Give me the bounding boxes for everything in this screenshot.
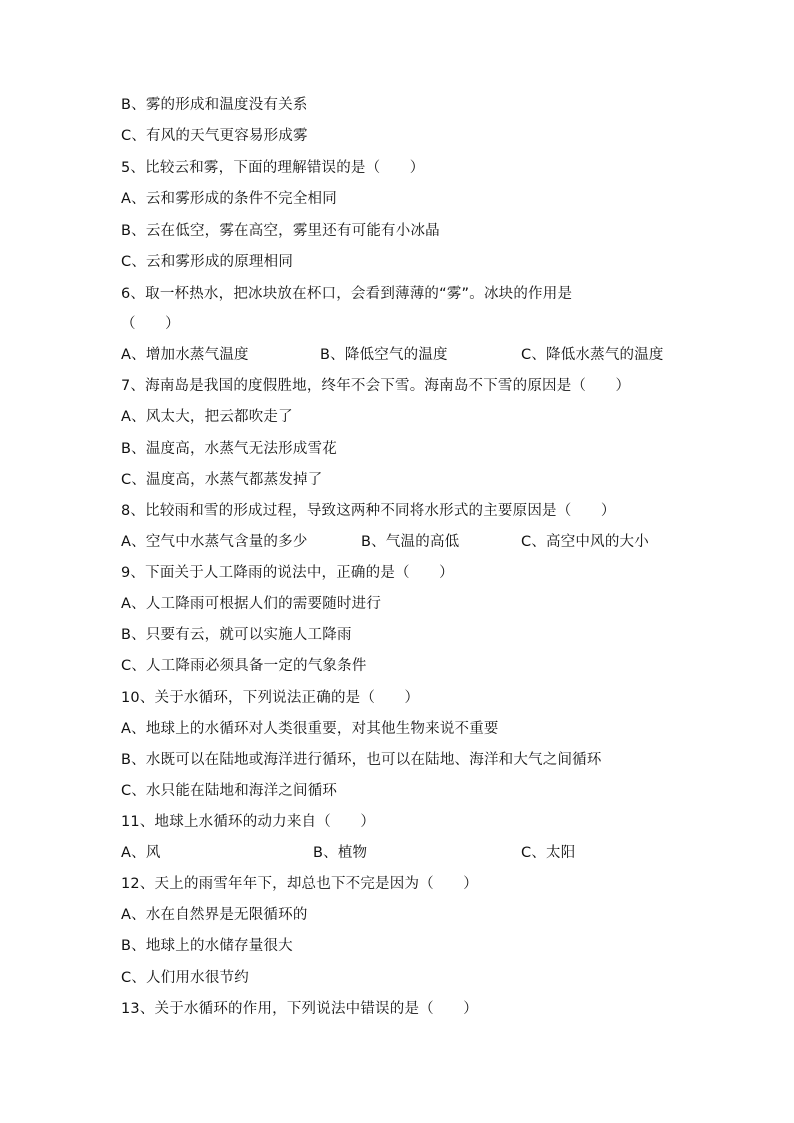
question-5-option-b: B、云在低空，雾在高空，雾里还有可能有小冰晶 bbox=[121, 223, 440, 239]
question-5-option-a: A、云和雾形成的条件不完全相同 bbox=[121, 191, 337, 207]
question-8-option-a: A、空气中水蒸气含量的多少 bbox=[121, 534, 308, 550]
question-8: 8、比较雨和雪的形成过程，导致这两种不同将水形式的主要原因是（ ） bbox=[121, 503, 616, 519]
question-10-option-a: A、地球上的水循环对人类很重要，对其他生物来说不重要 bbox=[121, 721, 499, 737]
question-12-option-a: A、水在自然界是无限循环的 bbox=[121, 907, 308, 923]
question-10-option-b: B、水既可以在陆地或海洋进行循环，也可以在陆地、海洋和大气之间循环 bbox=[121, 752, 602, 768]
question-7: 7、海南岛是我国的度假胜地，终年不会下雪。海南岛不下雪的原因是（ ） bbox=[121, 378, 631, 394]
question-12-option-c: C、人们用水很节约 bbox=[121, 970, 249, 986]
question-6-option-a: A、增加水蒸气温度 bbox=[121, 347, 249, 363]
question-8-option-b: B、气温的高低 bbox=[361, 534, 460, 550]
question-6: 6、取一杯热水，把冰块放在杯口，会看到薄薄的“雾”。冰块的作用是 bbox=[121, 286, 573, 302]
question-11-option-c: C、太阳 bbox=[521, 845, 576, 861]
question-12-option-b: B、地球上的水储存量很大 bbox=[121, 938, 293, 954]
question-7-option-a: A、风太大，把云都吹走了 bbox=[121, 409, 293, 425]
option-c-windy-fog: C、有风的天气更容易形成雾 bbox=[121, 128, 308, 144]
question-6-option-b: B、降低空气的温度 bbox=[320, 347, 448, 363]
question-5-option-c: C、云和雾形成的原理相同 bbox=[121, 254, 294, 270]
question-9-option-a: A、人工降雨可根据人们的需要随时进行 bbox=[121, 596, 382, 612]
question-6-answer-blank: （ ） bbox=[121, 316, 180, 332]
question-11: 11、地球上水循环的动力来自（ ） bbox=[121, 814, 376, 830]
question-7-option-c: C、温度高，水蒸气都蒸发掉了 bbox=[121, 472, 323, 488]
question-10-option-c: C、水只能在陆地和海洋之间循环 bbox=[121, 783, 338, 799]
question-13: 13、关于水循环的作用，下列说法中错误的是（ ） bbox=[121, 1001, 478, 1017]
question-9-option-b: B、只要有云，就可以实施人工降雨 bbox=[121, 627, 352, 643]
question-9-option-c: C、人工降雨必须具备一定的气象条件 bbox=[121, 658, 367, 674]
question-6-option-c: C、降低水蒸气的温度 bbox=[521, 347, 664, 363]
option-b-fog-temperature: B、雾的形成和温度没有关系 bbox=[121, 97, 308, 113]
question-7-option-b: B、温度高，水蒸气无法形成雪花 bbox=[121, 441, 337, 457]
question-10: 10、关于水循环，下列说法正确的是（ ） bbox=[121, 690, 420, 706]
question-12: 12、天上的雨雪年年下，却总也下不完是因为（ ） bbox=[121, 876, 478, 892]
question-9: 9、下面关于人工降雨的说法中，正确的是（ ） bbox=[121, 565, 454, 581]
question-8-option-c: C、高空中风的大小 bbox=[521, 534, 649, 550]
question-11-option-b: B、植物 bbox=[313, 845, 368, 861]
question-11-option-a: A、风 bbox=[121, 845, 161, 861]
question-5: 5、比较云和雾，下面的理解错误的是（ ） bbox=[121, 160, 425, 176]
